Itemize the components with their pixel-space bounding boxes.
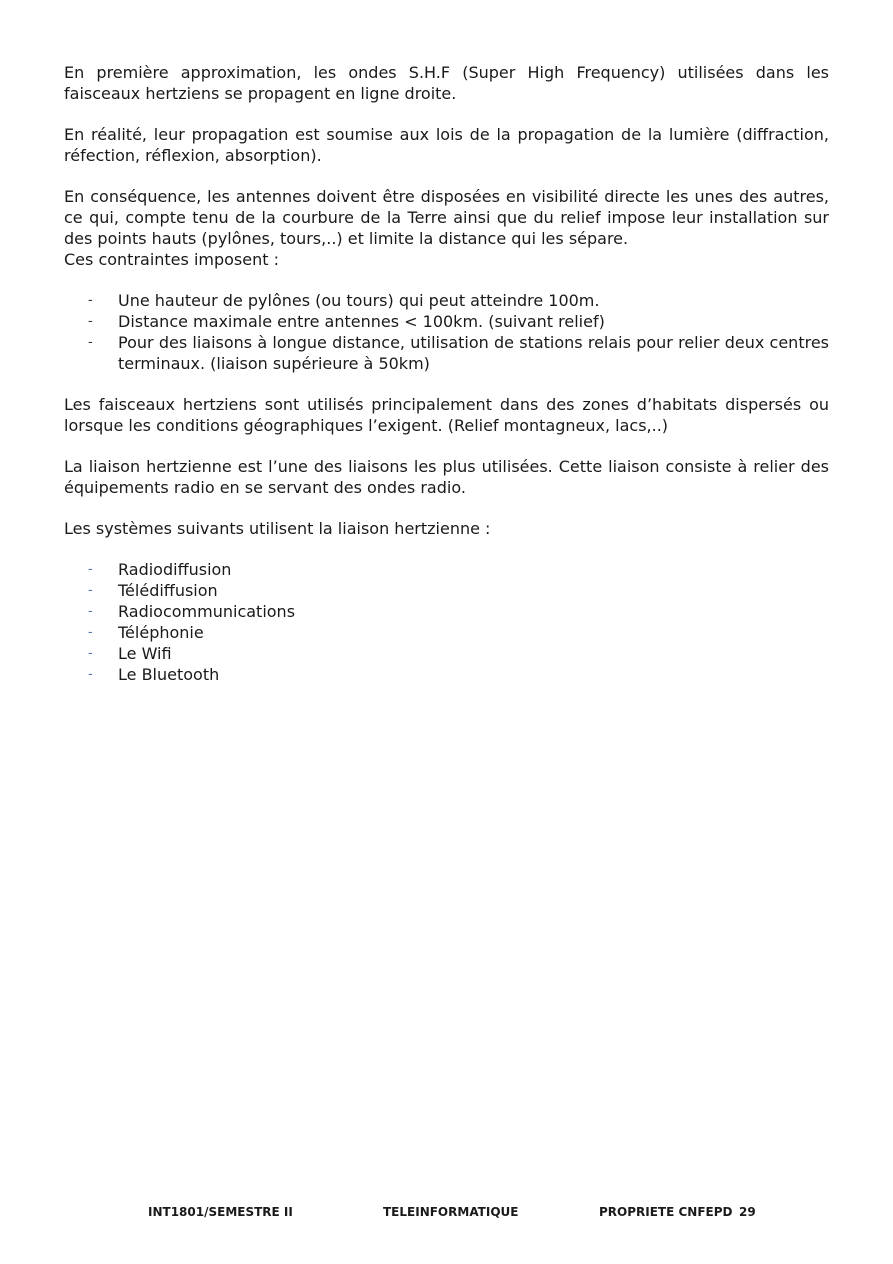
bullet-dash: -	[88, 625, 93, 640]
constraints-list	[64, 290, 829, 374]
list-item-text: Le Wifi	[118, 644, 172, 663]
paragraph-consequence: En conséquence, les antennes doivent être disposées en visibilité directe les unes des autres, ce qui, compte tenu de la courbure de la Terre ainsi que du relief impose leur installation sur des points hauts (pylônes, tours,..) et limite la distance qui les sépare.	[64, 187, 829, 248]
footer-course: INT1801/SEMESTRE II	[148, 1205, 293, 1219]
bullet-dash: -	[88, 335, 93, 350]
list-item	[64, 664, 829, 685]
list-item-text: Télédiffusion	[118, 581, 218, 600]
list-item-text: Radiodiffusion	[118, 560, 232, 579]
paragraph-hertzian-link: La liaison hertzienne est l’une des liaisons les plus utilisées. Cette liaison consiste à relier des équipements radio en se servant des ondes radio.	[64, 457, 829, 497]
list-item	[64, 311, 829, 332]
systems-list	[64, 559, 829, 685]
list-item-text: Radiocommunications	[118, 602, 296, 621]
paragraph-systems-intro: Les systèmes suivants utilisent la liaison hertzienne :	[64, 519, 491, 538]
list-item	[64, 643, 829, 664]
list-item-text: Une hauteur de pylônes (ou tours) qui peut atteindre 100m.	[118, 291, 600, 310]
bullet-dash: -	[88, 646, 93, 661]
document-body	[64, 62, 829, 705]
list-item-text: Téléphonie	[118, 623, 204, 642]
paragraph-shf-intro: En première approximation, les ondes S.H.F (Super High Frequency) utilisées dans les faisceaux hertziens se propagent en ligne droite.	[64, 63, 829, 103]
bullet-dash: -	[88, 667, 93, 682]
list-item	[64, 622, 829, 643]
bullet-dash: -	[88, 583, 93, 598]
page-footer	[0, 1205, 893, 1221]
list-item-text: Pour des liaisons à longue distance, utilisation de stations relais pour relier deux centres terminaux. (liaison supérieure à 50km)	[118, 333, 829, 373]
bullet-dash: -	[88, 562, 93, 577]
bullet-dash: -	[88, 293, 93, 308]
list-item	[64, 580, 829, 601]
bullet-dash: -	[88, 604, 93, 619]
paragraph-propagation-reality: En réalité, leur propagation est soumise aux lois de la propagation de la lumière (diffraction, réfection, réflexion, absorption).	[64, 125, 829, 165]
paragraph-constraints-intro: Ces contraintes imposent :	[64, 250, 279, 269]
bullet-dash: -	[88, 314, 93, 329]
footer-subject: TELEINFORMATIQUE	[383, 1205, 519, 1219]
paragraph-usage: Les faisceaux hertziens sont utilisés principalement dans des zones d’habitats dispersés ou lorsque les conditions géographiques l’exigent. (Relief montagneux, lacs,..)	[64, 395, 829, 435]
list-item-text: Le Bluetooth	[118, 665, 220, 684]
footer-page-number: 29	[739, 1205, 756, 1219]
list-item	[64, 559, 829, 580]
footer-owner: PROPRIETE CNFEPD	[599, 1205, 733, 1219]
list-item	[64, 601, 829, 622]
list-item	[64, 332, 829, 374]
list-item	[64, 290, 829, 311]
list-item-text: Distance maximale entre antennes < 100km. (suivant relief)	[118, 312, 605, 331]
